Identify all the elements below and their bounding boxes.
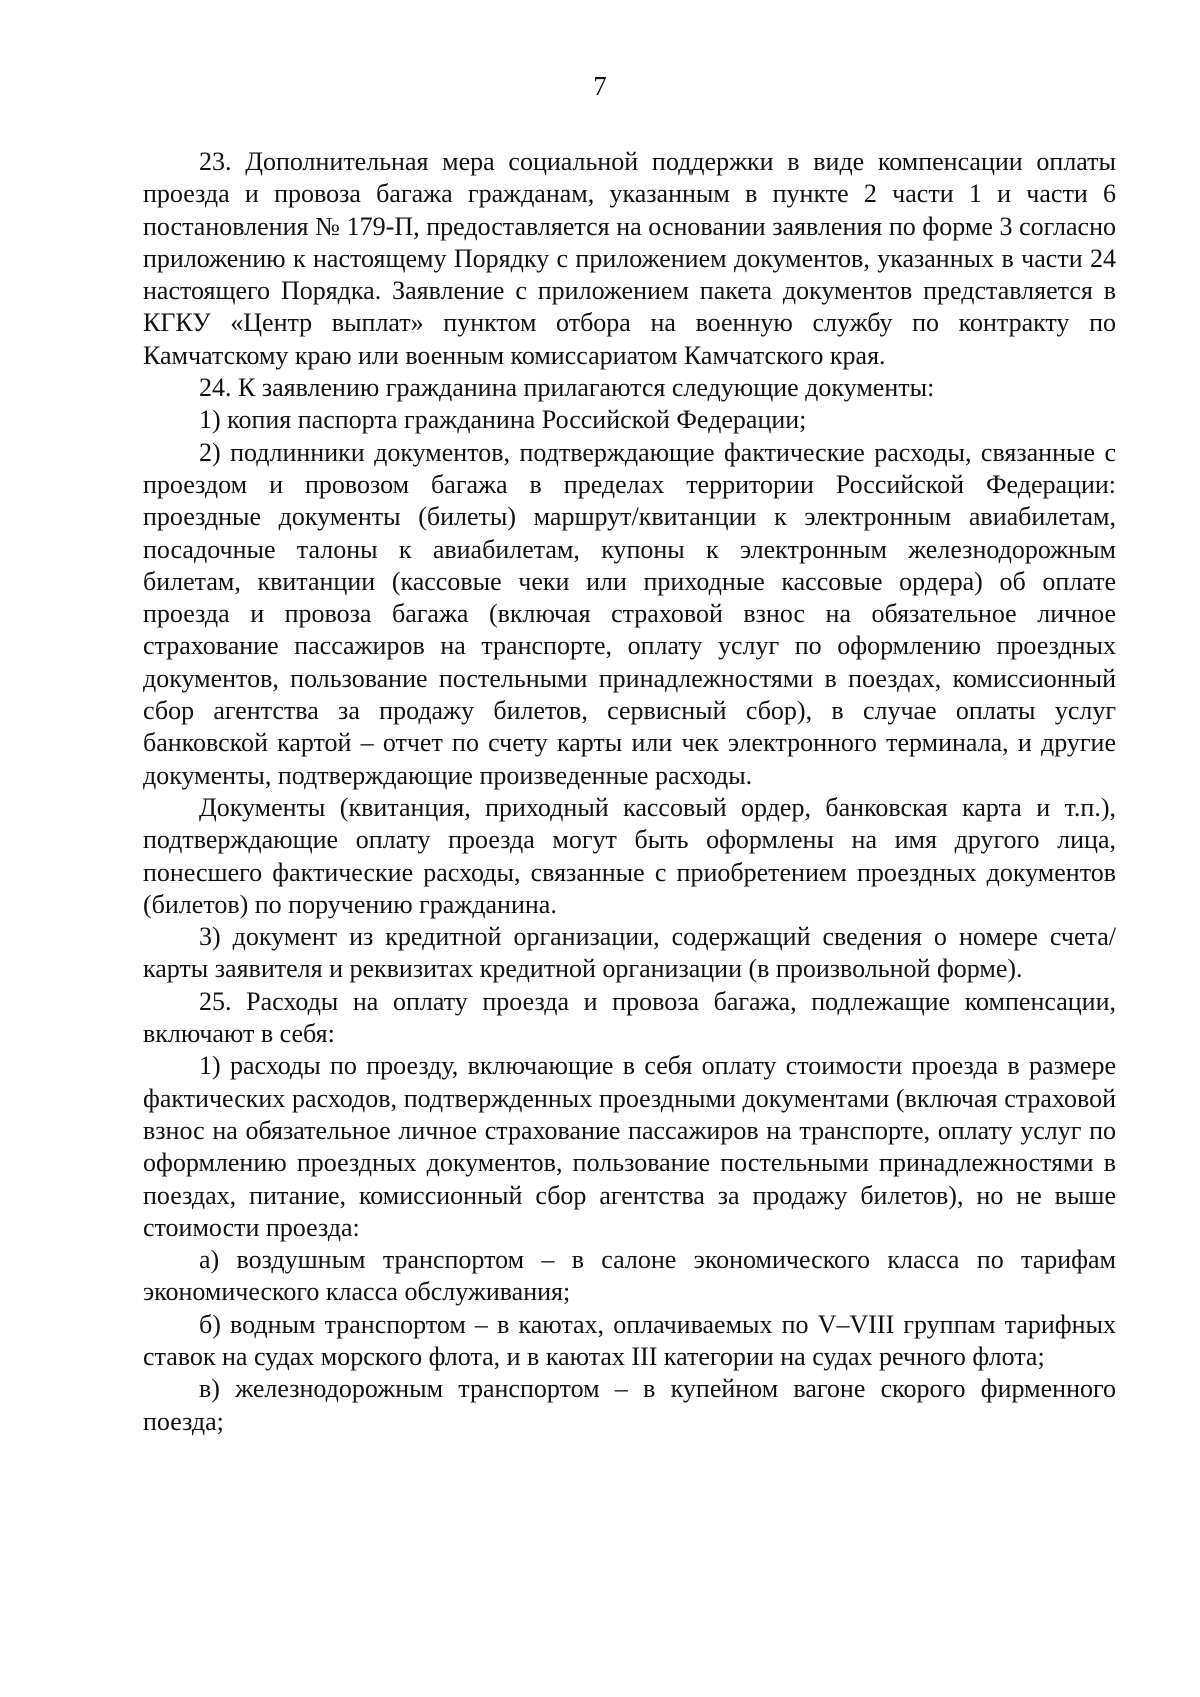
paragraph-documents-note: Документы (квитанция, приходный кассовый ордер, банковская карта и т.п.), подтверждающие оплату проезда могут быть оформлены на имя другого лица, понесшего фактические расходы, связанные с приобретением проездных документов (билетов) по поручению гражданина.	[143, 792, 1116, 919]
list-item-24-2: 2) подлинники документов, подтверждающие фактические расходы, связанные с проездом и провозом багажа в пределах территории Российской Федерации: проездные документы (билеты) маршрут/квитанции к электронным авиабилетам, посадочные талоны к авиабилетам, купоны к электронным железнодорожным билетам, квитанции (кассовые чеки или приходные кассовые ордера) об оплате проезда и провоза багажа (включая страховой взнос на обязательное личное страхование пассажиров на транспорте, оплату услуг по оформлению проездных документов, пользование постельными принадлежностями в поездах, комиссионный сбор агентства за продажу билетов, сервисный сбор), в случае оплаты услуг банковской картой – отчет по счету карты или чек электронного терминала, и другие документы, подтверждающие произведенные расходы.	[143, 437, 1116, 790]
list-item-25-1-v: в) железнодорожным транспортом – в купейном вагоне скорого фирменного поезда;	[143, 1374, 1116, 1436]
paragraph-23: 23. Дополнительная мера социальной поддержки в виде компенсации оплаты проезда и провоза багажа гражданам, указанным в пункте 2 части 1 и части 6 постановления № 179-П, предоставляется на основании заявления по форме 3 согласно приложению к настоящему Порядку с приложением документов, указанных в части 24 настоящего Порядка. Заявление с приложением пакета документов представляется в КГКУ «Центр выплат» пунктом отбора на военную службу по контракту по Камчатскому краю или военным комиссариатом Камчатского края.	[143, 147, 1116, 370]
page-number: 7	[593, 71, 607, 101]
paragraph-25: 25. Расходы на оплату проезда и провоза багажа, подлежащие компенсации, включают в себя:	[143, 986, 1116, 1049]
paragraph-24: 24. К заявлению гражданина прилагаются следующие документы:	[199, 373, 935, 403]
list-item-24-1: 1) копия паспорта гражданина Российской Федерации;	[199, 405, 807, 435]
list-item-25-1: 1) расходы по проезду, включающие в себя оплату стоимости проезда в размере фактических расходов, подтвержденных проездными документами (включая страховой взнос на обязательное личное страхование пассажиров на транспорте, оплату услуг по оформлению проездных документов, пользование постельными принадлежностями в поездах, питание, комиссионный сбор агентства за продажу билетов), но не выше стоимости проезда:	[143, 1051, 1116, 1242]
list-item-25-1-b: б) водным транспортом – в каютах, оплачиваемых по V–VIII группам тарифных ставок на судах морского флота, и в каютах III категории на судах речного флота;	[143, 1309, 1116, 1371]
list-item-24-3: 3) документ из кредитной организации, содержащий сведения о номере счета/карты заявителя и реквизитах кредитной организации (в произвольной форме).	[143, 922, 1116, 984]
document-body	[143, 146, 1116, 1438]
list-item-25-1-a: а) воздушным транспортом – в салоне экономического класса по тарифам экономического класса обслуживания;	[143, 1245, 1116, 1307]
